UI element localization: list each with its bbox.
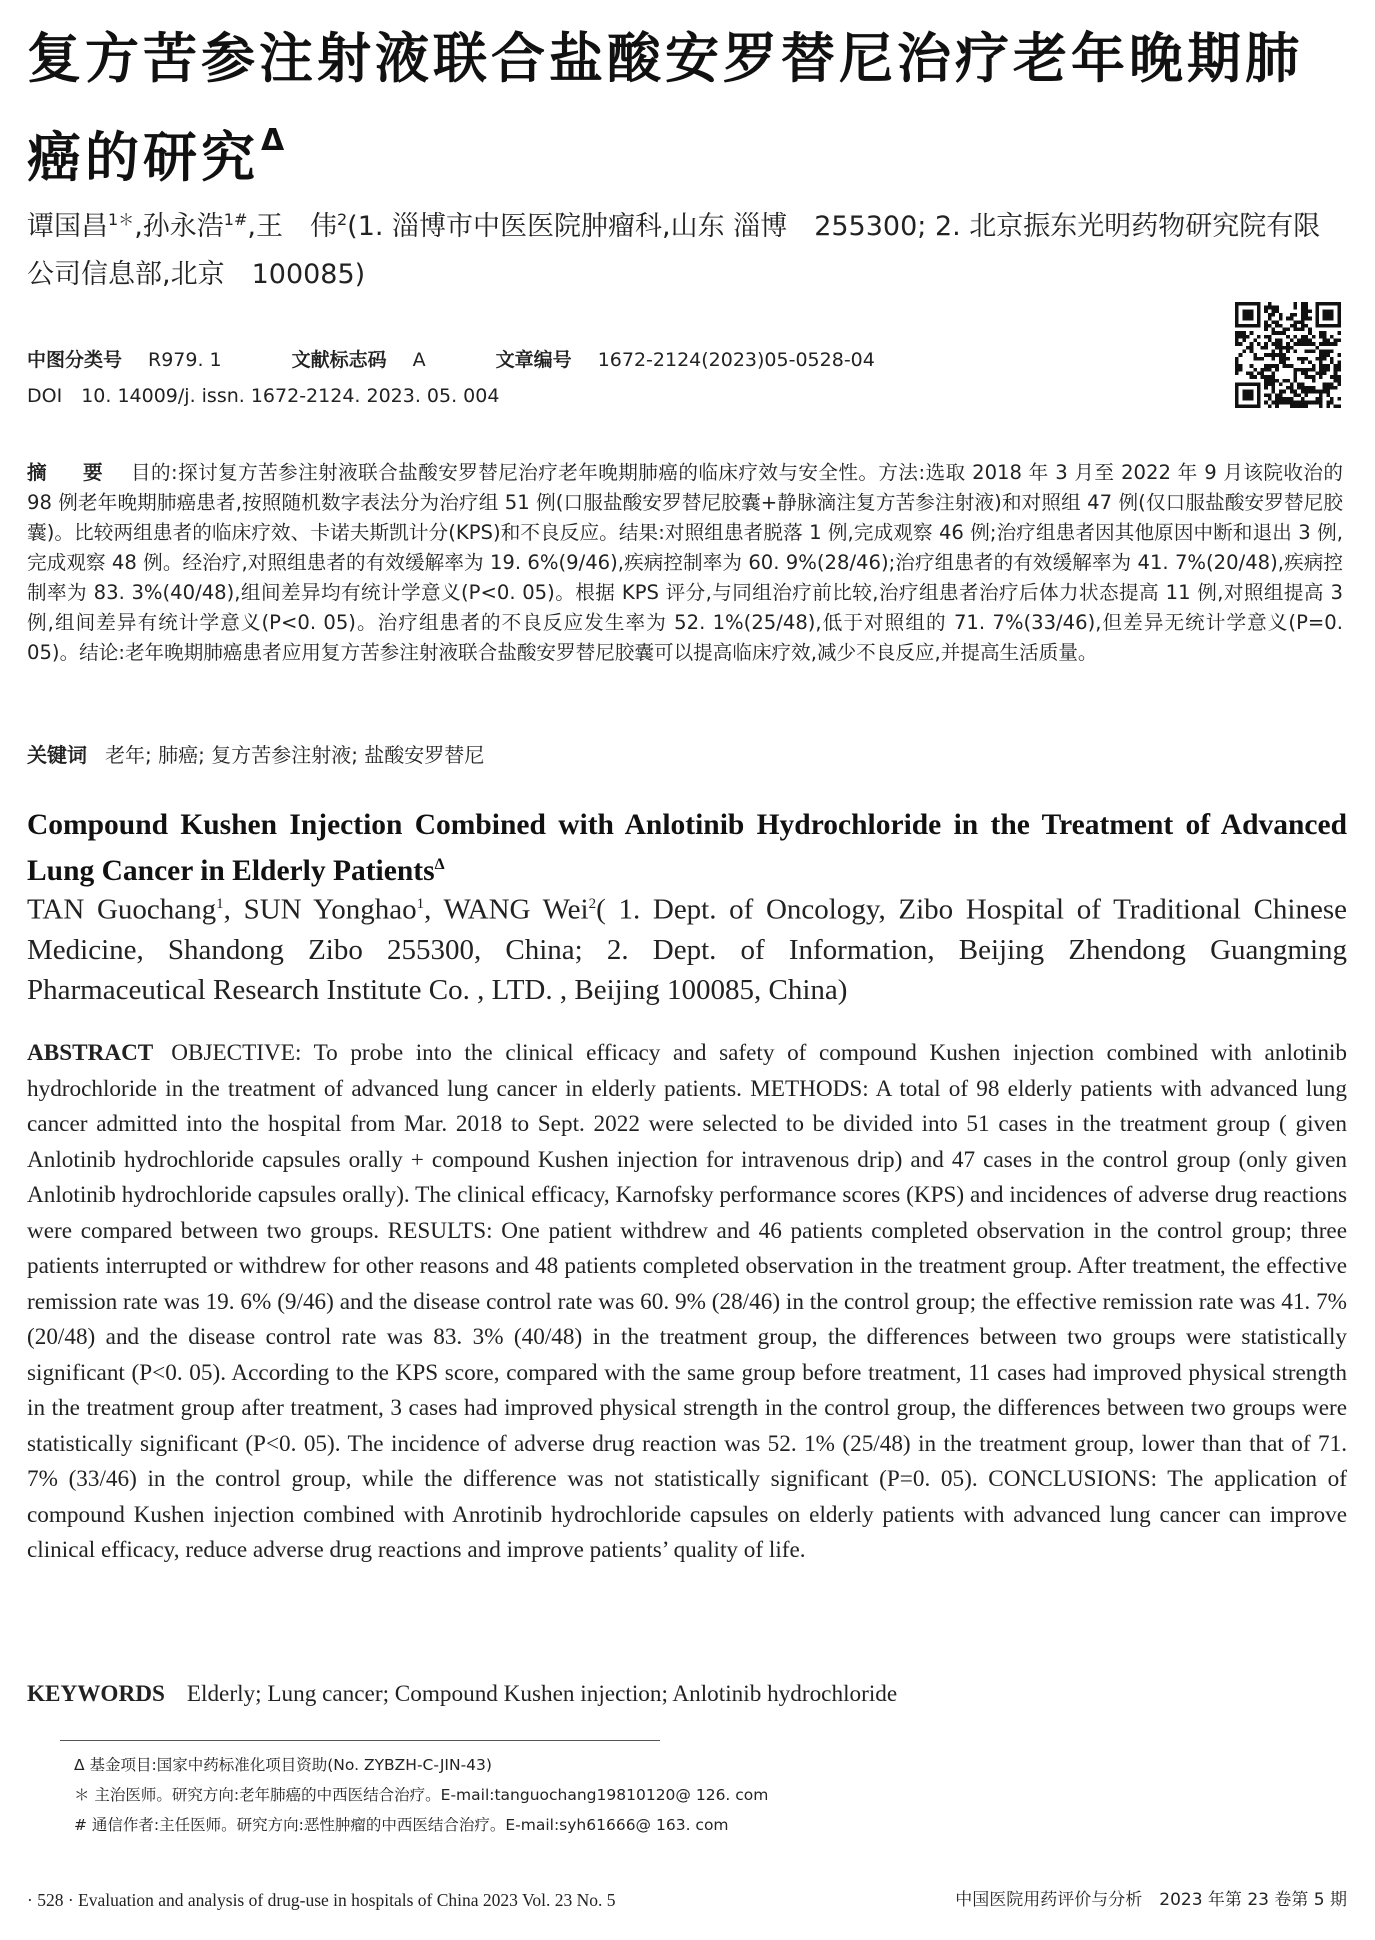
author-cn-2: 孙永浩 — [142, 211, 224, 242]
doc-code-value: A — [412, 349, 426, 371]
author-en-3: WANG Wei — [443, 893, 589, 926]
abstract-english-text: OBJECTIVE: To probe into the clinical efficacy and safety of compound Kushen injection combined with anlotinib hydrochloride in the treatment of advanced lung cancer in elderly patients. METHODS: A total of 98 elderly patients with advanced lung cancer admitted into the hospital from Mar. 2018 to Sept. 2022 were selected to be divided into 51 cases in the treatment group ( given Anlotinib hydrochloride capsules orally + compound Kushen injection for intravenous drip) and 47 cases in the control group (only given Anlotinib hydrochloride capsules orally). The clinical efficacy, Karnofsky performance scores (KPS) and incidences of adverse drug reactions were compared between two groups. RESULTS: One patient withdrew and 46 patients completed observation in the control group; three patients interrupted or withdrew for other reasons and 48 patients completed observation in the treatment group. After treatment, the effective remission rate was 19. 6% (9/46) and the disease control rate was 60. 9% (28/46) in the control group; the effective remission rate was 41. 7% (20/48) and the disease control rate was 83. 3% (40/48) in the treatment group, the differences between two groups were statistically significant (P<0. 05). According to the KPS score, compared with the same group before treatment, 11 cases had improved physical strength in the treatment group after treatment, 3 cases had improved physical strength in the control group, the differences between two groups were statistically significant (P<0. 05). The incidence of adverse drug reaction was 52. 1% (25/48) in the treatment group, lower than that of 71. 7% (33/46) in the control group, while the difference was not statistically significant (P=0. 05). CONCLUSIONS: The application of compound Kushen injection combined with Anrotinib hydrochloride capsules on elderly patients with advanced lung cancer can improve clinical efficacy, reduce adverse drug reactions and improve patients’ quality of life. — [27, 1040, 1347, 1563]
abstract-chinese-label: 摘 要 — [27, 461, 112, 484]
author-cn-2-sup: 1# — [223, 210, 248, 229]
author-en-2-sup: 1 — [416, 896, 425, 912]
authors-english: TAN Guochang$^1$, SUN Yonghao$^1$, WANG Wei$^2$( 1. Dept. of Oncology, Zibo Hospital of Traditional Chinese Medicine, Shandong Zibo 255300, China; 2. Dept. of Information, Beijing Zhendong Guangming Pharmaceutical Research Institute Co. , LTD. , Beijing 100085, China) — [27, 893, 1348, 1006]
abstract-chinese-text: 目的:探讨复方苦参注射液联合盐酸安罗替尼治疗老年晚期肺癌的临床疗效与安全性。方法:选取 2018 年 3 月至 2022 年 9 月该院收治的 98 例老年晚期肺癌患者,按照随机数字表法分为治疗组 51 例(口服盐酸安罗替尼胶囊+静脉滴注复方苦参注射液)和对照组 47 例(仅口服盐酸安罗替尼胶囊)。比较两组患者的临床疗效、卡诺夫斯凯计分(KPS)和不良反应。结果:对照组患者脱落 1 例,完成观察 46 例;治疗组患者因其他原因中断和退出 3 例,完成观察 48 例。经治疗,对照组患者的有效缓解率为 19. 6%(9/46),疾病控制率为 60. 9%(28/46);治疗组患者的有效缓解率为 41. 7%(20/48),疾病控制率为 83. 3%(40/48),组间差异均有统计学意义(P<0. 05)。根据 KPS 评分,与同组治疗前比较,治疗组患者治疗后体力状态提高 11 例,对照组提高 3 例,组间差异有统计学意义(P<0. 05)。治疗组患者的不良反应发生率为 52. 1%(25/48),低于对照组的 71. 7%(33/46),但差异无统计学意义(P=0. 05)。结论:老年晚期肺癌患者应用复方苦参注射液联合盐酸安罗替尼胶囊可以提高临床疗效,减少不良反应,并提高生活质量。 — [27, 461, 1343, 664]
author-cn-3-sup: 2 — [336, 210, 348, 229]
footnote-divider — [60, 1740, 660, 1741]
keywords-chinese — [27, 740, 1343, 770]
title-english — [27, 805, 1347, 891]
title-english-text: Compound Kushen Injection Combined with Anlotinib Hydrochloride in the Treatment of Advanced Lung Cancer in Elderly Patients — [27, 809, 1347, 887]
keywords-english-label: KEYWORDS — [27, 1681, 165, 1707]
footnote-corresponding-author: # 通信作者:主任医师。研究方向:恶性肿瘤的中西医结合治疗。E-mail:syh61666@ 163. com — [74, 1816, 729, 1834]
article-number-label: 文章编号 — [495, 349, 572, 371]
author-en-1: TAN Guochang — [27, 893, 217, 926]
author-en-3-sup: 2 — [588, 896, 597, 912]
article-metadata — [27, 342, 1207, 414]
author-en-2: SUN Yonghao — [243, 893, 417, 926]
doc-code-label: 文献标志码 — [291, 349, 387, 371]
qr-code-icon — [1235, 302, 1341, 408]
author-cn-3: 王 伟 — [255, 211, 337, 242]
title-chinese — [27, 18, 1357, 199]
footnote-first-author: ＊ 主治医师。研究方向:老年肺癌的中西医结合治疗。E-mail:tanguochang19810120@ 126. com — [74, 1786, 769, 1804]
abstract-chinese — [27, 458, 1343, 668]
clc-value: R979. 1 — [148, 349, 222, 371]
author-en-1-sup: 1 — [216, 896, 224, 912]
keywords-english-text: Elderly; Lung cancer; Compound Kushen injection; Anlotinib hydrochloride — [186, 1681, 898, 1707]
title-english-fund-mark: Δ — [434, 856, 445, 873]
keywords-chinese-text: 老年; 肺癌; 复方苦参注射液; 盐酸安罗替尼 — [105, 743, 485, 767]
clc-label: 中图分类号 — [27, 349, 123, 371]
abstract-english — [27, 1036, 1347, 1569]
authors-chinese: 谭国昌$^{1*}$,孙永浩$^{1\#}$,王 伟$^2$(1. 淄博市中医医院肿瘤科,山东 淄博 255300; 2. 北京振东光明药物研究院有限公司信息部,北京 100085) — [27, 210, 1321, 290]
abstract-english-label: ABSTRACT — [27, 1040, 154, 1066]
keywords-chinese-label: 关键词 — [27, 743, 87, 767]
footnote-fund: Δ 基金项目:国家中药标准化项目资助(No. ZYBZH-C-JIN-43) — [74, 1756, 492, 1774]
keywords-english — [27, 1676, 1347, 1712]
affiliation-chinese: (1. 淄博市中医医院肿瘤科,山东 淄博 255300; 2. 北京振东光明药物研究院有限公司信息部,北京 100085) — [27, 211, 1321, 290]
title-chinese-fund-mark: Δ — [261, 123, 289, 158]
doi: DOI 10. 14009/j. issn. 1672-2124. 2023. 05. 004 — [27, 385, 500, 407]
author-cn-1: 谭国昌 — [27, 211, 108, 242]
page-footer-left: · 528 · Evaluation and analysis of drug-use in hospitals of China 2023 Vol. 23 No. 5 — [27, 1890, 616, 1910]
title-chinese-text: 复方苦参注射液联合盐酸安罗替尼治疗老年晚期肺癌的研究 — [27, 27, 1303, 189]
affiliation-english: ( 1. Dept. of Oncology, Zibo Hospital of Traditional Chinese Medicine, Shandong Zibo 255300, China; 2. Dept. of Information, Beijing Zhendong Guangming Pharmaceutical Research Institute Co. , LTD. , Beijing 100085, China) — [27, 893, 1348, 1006]
author-cn-1-sup: 1＊ — [108, 210, 135, 229]
article-number-value: 1672-2124(2023)05-0528-04 — [597, 349, 875, 371]
page-footer — [27, 1886, 1347, 1914]
page-footer-right: 中国医院用药评价与分析 2023 年第 23 卷第 5 期 — [955, 1890, 1347, 1910]
footnotes — [74, 1750, 1074, 1840]
